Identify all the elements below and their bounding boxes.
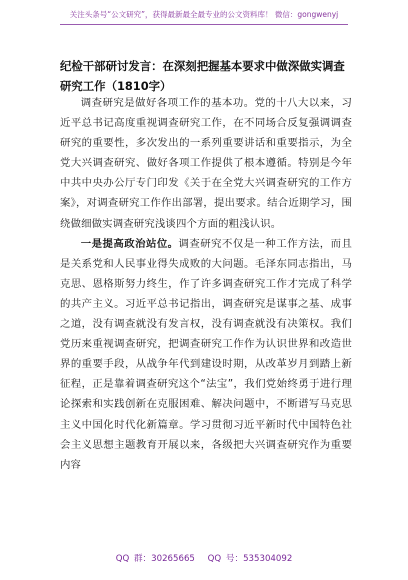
document-title: 纪检干部研讨发言：在深刻把握基本要求中做深做实调查研究工作（1810字） bbox=[60, 59, 345, 93]
header-divider bbox=[60, 24, 348, 25]
paragraph-text: 调查研究不仅是一种工作方法，而且是关系党和人民事业得失成败的大问题。毛泽东同志指出，马克思、恩格斯努力终生，作了许多调查研究工作才完成了科学的共产主义。习近平总书记指出，调查研究是谋事之基、成事之道，没有调查就没有发言权，没有调查就没有决策权。我们党历来重视调查研究，把调查研究工作作为认识世界和改造世界的重要手段，从战争年代到建设时期，从改革岁月到踏上新征程，正是靠着调查研究这个“法宝”，我们党始终勇于进行理论探索和实践创新在克服困难、解决问题中，不断谱写马克思主义中国化时代化新篇章。学习贯彻习近平新时代中国特色社会主义思想主题教育开展以来，各级把大兴调查研究作为重要内容 bbox=[60, 237, 352, 471]
document-body bbox=[60, 93, 352, 475]
footer-qq-group: QQ 群：30265665 bbox=[115, 554, 195, 564]
paragraph-intro bbox=[60, 93, 352, 234]
header-banner: 关注头条号“公文研究”，获得最新最全最专业的公文资料库！ 微信：gongwenyj bbox=[69, 10, 339, 19]
paragraph-point-one bbox=[60, 234, 352, 475]
footer-contact bbox=[60, 553, 348, 565]
paragraph-lead: 一是提高政治站位。 bbox=[80, 237, 179, 250]
footer-qq-number: QQ 号：535304092 bbox=[207, 554, 293, 564]
paragraph-text: 调查研究是做好各项工作的基本功。党的十八大以来，习近平总书记高度重视调查研究工作，在不同场合反复强调调查研究的重要性，多次发出的一系列重要讲话和重要指示，为全党大兴调查研究、做好各项工作提供了根本遵循。特别是今年中共中央办公厅专门印发《关于在全党大兴调查研究的工作方案》，对调查研究工作作出部署，提出要求。结合近期学习，围绕做细做实调查研究浅谈四个方面的粗浅认识。 bbox=[60, 97, 352, 230]
